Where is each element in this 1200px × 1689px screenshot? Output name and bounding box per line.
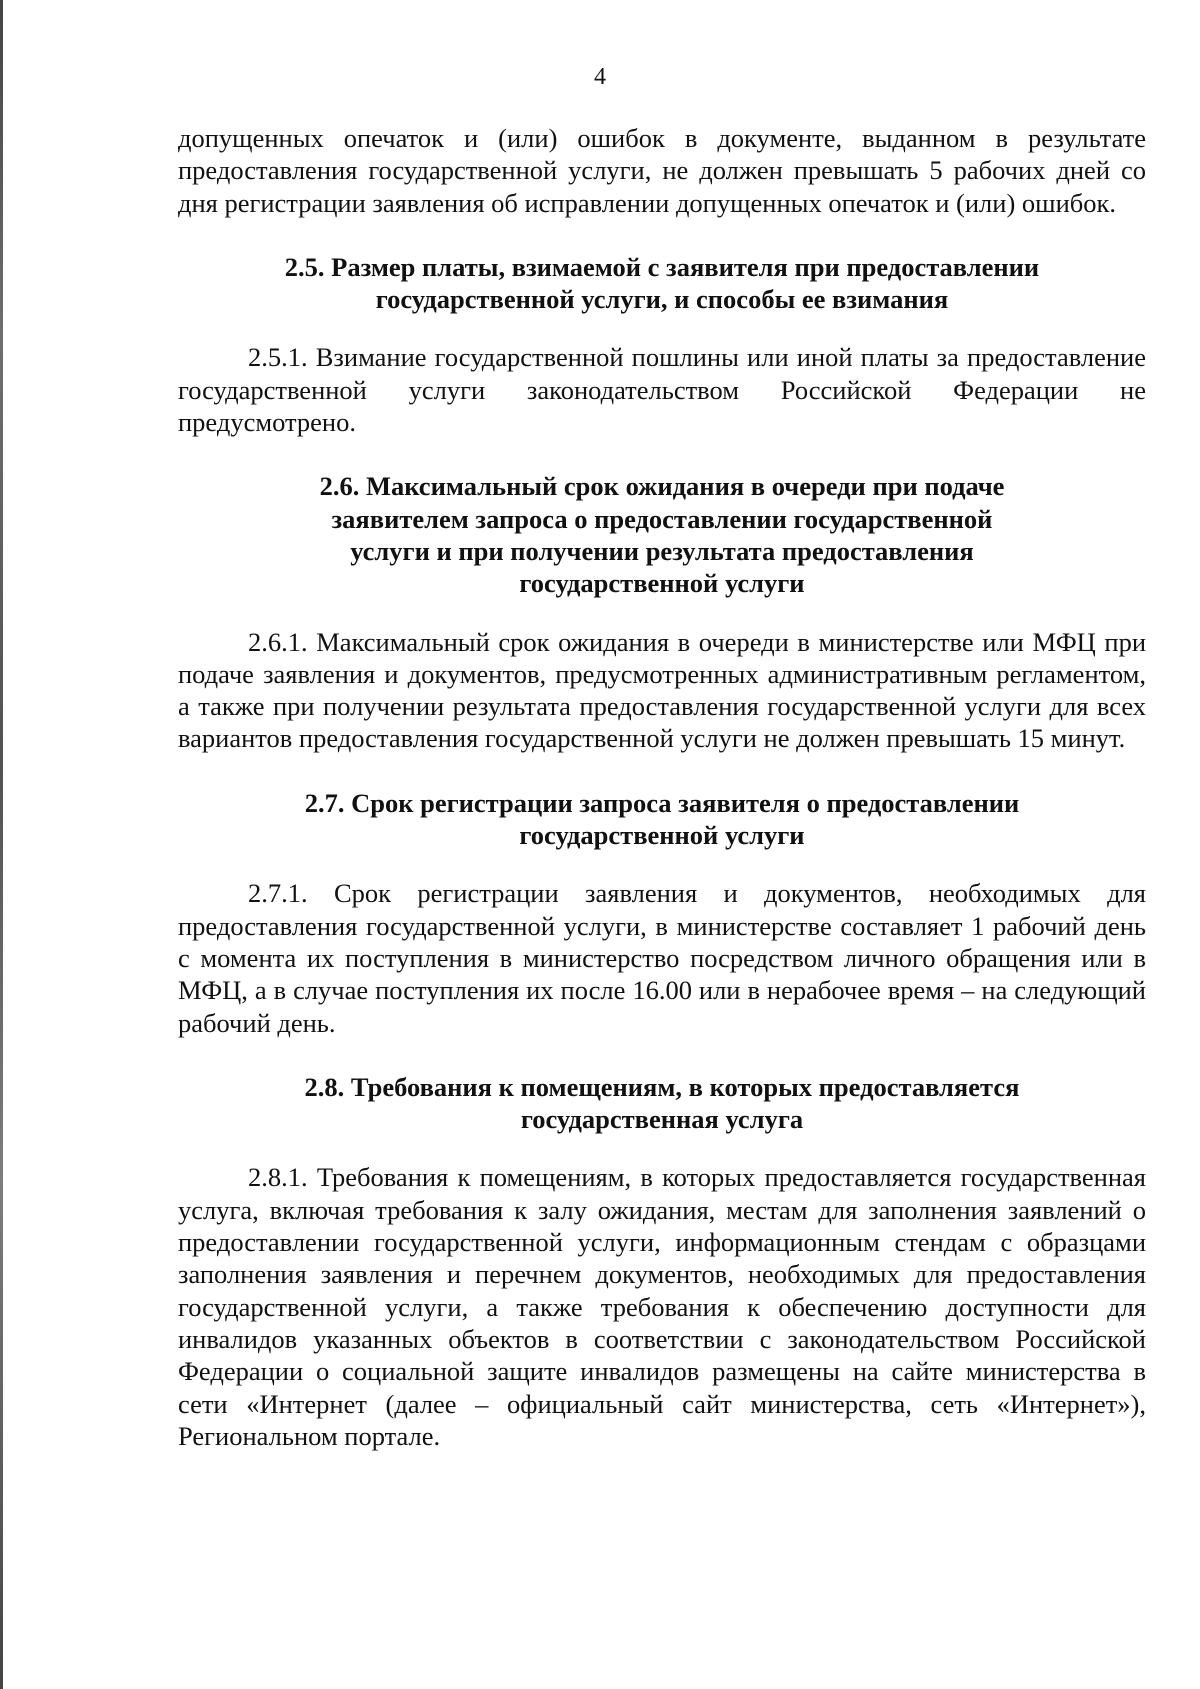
page-number: 4 [594,64,606,90]
spacer [178,438,1146,470]
heading-line: 2.8. Требования к помещениям, в которых предоставляется [304,1071,1020,1102]
spacer [178,315,1146,341]
section-heading-2-8 [178,1071,1146,1136]
paragraph-2-5-1: 2.5.1. Взимание государственной пошлины или иной платы за предоставление государственной услуги законодательством Российской Федерации не предусмотрено. [178,342,1146,438]
heading-line: государственной услуги [519,820,805,851]
section-heading-2-6 [178,470,1146,599]
spacer [178,1135,1146,1161]
heading-line: государственной услуги [519,568,805,599]
heading-line: услуги и при получении результата предоставления [350,535,974,566]
spacer [178,1039,1146,1071]
heading-line: заявителем запроса о предоставлении государственной [331,503,993,534]
spacer [178,600,1146,626]
paragraph-2-8-1: 2.8.1. Требования к помещениям, в которых предоставляется государственная услуга, включая требования к залу ожидания, местам для заполнения заявлений о предоставлении государственной услуги, информационным стендам с образцами заполнения заявления и перечнем документов, необходимых для предоставления государственной услуги, а также требования к обеспечению доступности для инвалидов указанных объектов в соответствии с законодательством Российской Федерации о социальной защите инвалидов размещены на сайте министерства в сети «Интернет (далее – официальный сайт министерства, сеть «Интернет»), Региональном портале. [178,1162,1146,1451]
heading-line: 2.5. Размер платы, взимаемой с заявителя при предоставлении [284,251,1040,282]
document-body [178,122,1146,1452]
heading-line: 2.6. Максимальный срок ожидания в очереди при подаче [319,471,1005,502]
heading-line: 2.7. Срок регистрации запроса заявителя о предоставлении [304,787,1020,818]
scan-edge-line [0,0,3,1689]
spacer [178,755,1146,787]
heading-line: государственной услуги, и способы ее взимания [375,284,949,315]
spacer [178,851,1146,877]
section-heading-2-5 [178,251,1146,316]
paragraph-2-7-1: 2.7.1. Срок регистрации заявления и документов, необходимых для предоставления государственной услуги, в министерстве составляет 1 рабочий день с момента их поступления в министерство посредством личного обращения или в МФЦ, а в случае поступления их после 16.00 или в нерабочее время – на следующий рабочий день. [178,878,1146,1038]
paragraph-2-6-1: 2.6.1. Максимальный срок ожидания в очереди в министерстве или МФЦ при подаче заявления и документов, предусмотренных административным регламентом, а также при получении результата предоставления государственной услуги для всех вариантов предоставления государственной услуги не должен превышать 15 минут. [178,626,1146,754]
intro-paragraph: допущенных опечаток и (или) ошибок в документе, выданном в результате предоставления государственной услуги, не должен превышать 5 рабочих дней со дня регистрации заявления об исправлении допущенных опечаток и (или) ошибок. [178,123,1146,218]
section-heading-2-7 [178,787,1146,852]
spacer [178,219,1146,251]
heading-line: государственная услуга [520,1104,804,1135]
